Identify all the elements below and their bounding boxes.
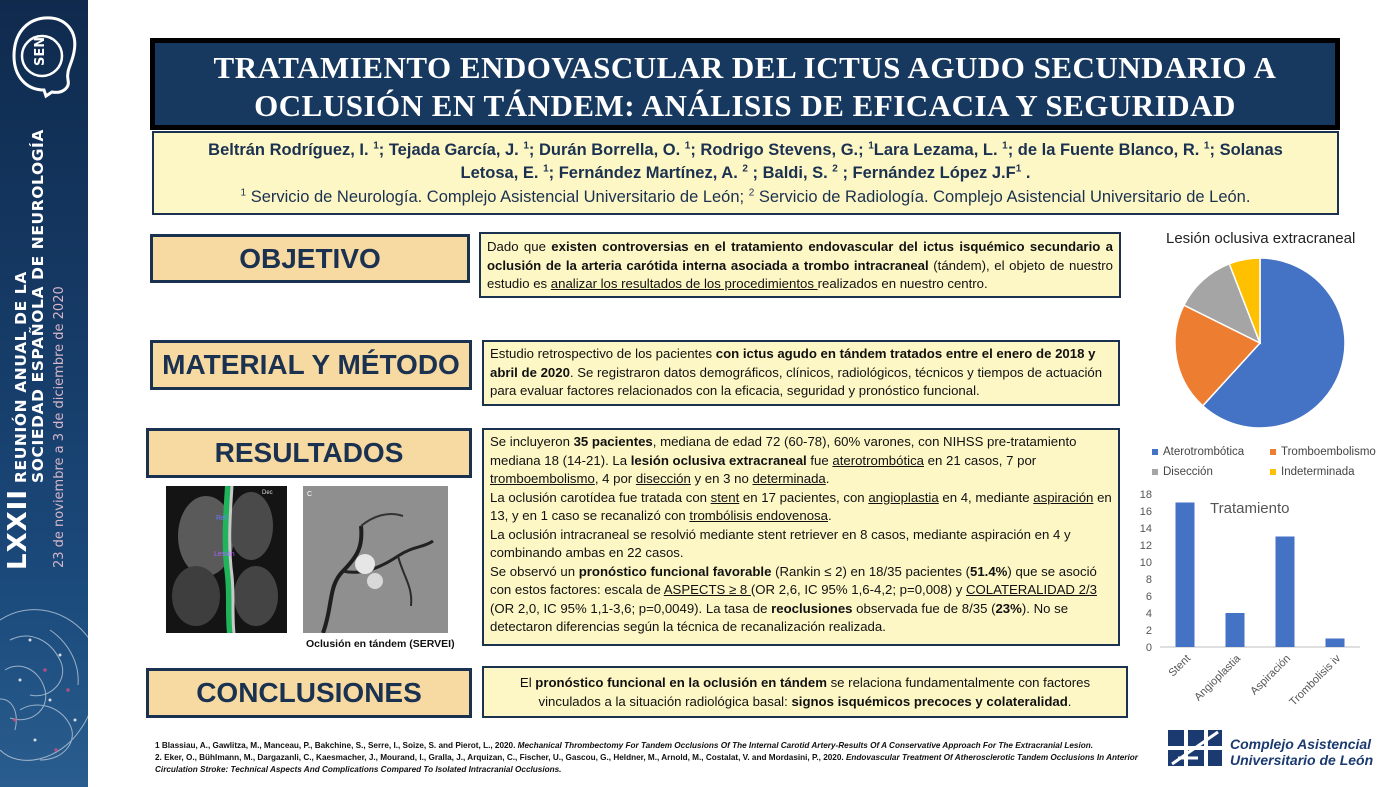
section-objetivo: OBJETIVO bbox=[150, 234, 470, 283]
section-resultados: RESULTADOS bbox=[146, 428, 472, 478]
res-text: . bbox=[825, 471, 830, 486]
image-caption: Oclusión en tándem (SERVEI) bbox=[306, 638, 455, 650]
res-text: Se observó un bbox=[490, 563, 579, 579]
title-line1: TRATAMIENTO ENDOVASCULAR DEL ICTUS AGUDO SECUNDARIO A bbox=[213, 50, 1277, 85]
author-text: ; Fernández López J.F bbox=[837, 164, 1016, 182]
author-text: ; Baldi, S. bbox=[747, 164, 833, 182]
author-text: Letosa, E. bbox=[460, 164, 544, 182]
res-text: en 13, y en 1 caso se recanalizó con bbox=[490, 489, 1112, 523]
res-text: COLATERALIDAD 2/3 bbox=[966, 582, 1097, 597]
bar-0 bbox=[1176, 503, 1195, 648]
material-text bbox=[482, 340, 1120, 406]
affiliation-1: Servicio de Neurología. Complejo Asistencial Universitario de León; bbox=[246, 188, 749, 206]
sen-logo-text: SEN bbox=[33, 36, 48, 66]
y-tick-label: 16 bbox=[1139, 506, 1152, 518]
res-text: pronóstico funcional favorable bbox=[578, 563, 772, 579]
res-text: reoclusiones bbox=[771, 600, 853, 616]
legend-item bbox=[1270, 446, 1382, 458]
res-text: , mediana de edad 72 (60-78), 60% varones, con NIHSS pre-tratamiento mediana 18 (14-21). La bbox=[490, 434, 1077, 468]
author-sup: 1 bbox=[543, 163, 549, 175]
congress-line1: REUNIÓN ANUAL DE LA bbox=[12, 271, 30, 483]
hospital-line1: Complejo Asistencial bbox=[1230, 736, 1372, 752]
ref2-title: Endovascular Treatment Of Atherosclerotic Tandem Occlusions In Anterior Circulation Stroke: Technical Aspects And Complications Compared To Isolated Intracranial Occlusions. bbox=[155, 753, 1138, 774]
bar-1 bbox=[1226, 613, 1245, 647]
author-text: ; Rodrigo Stevens, G.; bbox=[690, 141, 869, 159]
res-text: en 21 casos, 7 por bbox=[924, 452, 1037, 468]
res-text: 51.4% bbox=[970, 563, 1008, 579]
angiography-image bbox=[303, 486, 448, 633]
author-text: ; de la Fuente Blanco, R. bbox=[1007, 141, 1204, 159]
material-p1: Estudio retrospectivo de los pacientes bbox=[490, 346, 716, 361]
legend-swatch bbox=[1270, 449, 1276, 455]
pie-chart bbox=[1150, 250, 1370, 440]
res-text: determinada bbox=[752, 471, 826, 486]
ct-angiography-image bbox=[166, 486, 287, 633]
res-text: lesión oclusiva extracraneal bbox=[630, 452, 807, 468]
reference-2 bbox=[155, 752, 1145, 776]
legend-item bbox=[1270, 466, 1382, 478]
res-text: ). No se detectaron diferencias según la técnica de recanalización realizada. bbox=[490, 600, 1069, 634]
bar-chart bbox=[1130, 484, 1370, 724]
pie-chart-title: Lesión oclusiva extracraneal bbox=[1166, 230, 1356, 247]
authors-box bbox=[152, 131, 1339, 215]
congress-dates: 23 de noviembre a 3 de diciembre de 2020 bbox=[52, 286, 67, 568]
res-text: , 4 por bbox=[594, 471, 636, 486]
y-tick-label: 12 bbox=[1139, 540, 1152, 552]
res-text: en 17 pacientes, con bbox=[739, 489, 869, 505]
y-tick-label: 14 bbox=[1139, 523, 1152, 535]
title-line2: OCLUSIÓN EN TÁNDEM: ANÁLISIS DE EFICACIA Y SEGURIDAD bbox=[254, 88, 1236, 123]
con-text: signos isquémicos precoces y colateralidad bbox=[791, 693, 1068, 709]
section-material: MATERIAL Y MÉTODO bbox=[150, 340, 472, 390]
res-text: ) que se asoció con estos factores: escala de bbox=[490, 563, 1097, 597]
legend-label: Indeterminada bbox=[1281, 466, 1355, 478]
res-text: tromboembolismo bbox=[490, 471, 595, 486]
angio-image-drawing bbox=[303, 486, 448, 633]
sidebar bbox=[0, 0, 88, 787]
bar-3 bbox=[1326, 639, 1345, 648]
ct-label-ref: Ref bbox=[216, 515, 227, 522]
objetivo-p4: analizar los resultados de los procedimientos bbox=[550, 276, 818, 291]
affiliation-num: 1 bbox=[240, 187, 247, 199]
brain-illustration bbox=[0, 600, 88, 787]
con-text: . bbox=[1067, 693, 1072, 709]
y-tick-label: 10 bbox=[1139, 557, 1152, 569]
res-text: (OR 2,6, IC 95% 1,6-4,2; p=0,008) y bbox=[750, 582, 967, 597]
author-sup: 2 bbox=[742, 163, 748, 175]
res-text: disección bbox=[635, 471, 691, 486]
congress-edition: LXXII bbox=[3, 488, 33, 570]
res-text: 23% bbox=[995, 600, 1022, 616]
y-tick-label: 4 bbox=[1145, 608, 1152, 620]
x-tick-label: Trombolisis iv bbox=[1287, 652, 1344, 709]
author-text: . bbox=[1021, 164, 1031, 182]
angio-label: C bbox=[307, 491, 313, 498]
y-tick-label: 2 bbox=[1145, 625, 1152, 637]
con-text: El bbox=[519, 675, 536, 690]
legend-item bbox=[1152, 466, 1270, 478]
x-tick-label: Stent bbox=[1166, 652, 1194, 680]
legend-label: Aterotrombótica bbox=[1163, 446, 1245, 458]
res-text: La oclusión intracraneal se resolvió mediante stent retriever en 8 casos, mediante aspiración en 4 y combinando ambas en 22 casos. bbox=[490, 526, 1071, 560]
author-text: Beltrán Rodríguez, I. bbox=[208, 141, 374, 159]
x-tick-label: Angioplastia bbox=[1192, 652, 1244, 704]
pie-legend bbox=[1152, 446, 1392, 486]
author-sup: 1 bbox=[1015, 163, 1022, 175]
material-p3: . Se registraron datos demográficos, clínicos, radiológicos, técnicos y tiempos de actuación para evaluar factores relacionados con la eficacia, seguridad y pronóstico funcional. bbox=[490, 364, 1103, 398]
objetivo-p5: realizados en nuestro centro. bbox=[817, 276, 988, 291]
res-text: y en 3 no bbox=[690, 471, 753, 486]
res-text: 35 pacientes bbox=[573, 434, 653, 449]
affiliations bbox=[154, 185, 1337, 209]
res-text: angioplastia bbox=[868, 489, 939, 505]
legend-swatch bbox=[1152, 449, 1158, 455]
res-text: trombólisis endovenosa bbox=[689, 508, 828, 523]
section-conclusiones: CONCLUSIONES bbox=[146, 668, 472, 718]
legend-item bbox=[1152, 446, 1270, 458]
res-text: aspiración bbox=[1033, 489, 1094, 505]
affiliation-num: 2 bbox=[748, 187, 755, 199]
ct-image-drawing bbox=[166, 486, 287, 633]
res-text: en 4, mediante bbox=[938, 489, 1034, 505]
objetivo-text bbox=[479, 232, 1121, 298]
author-text: ; Durán Borrella, O. bbox=[528, 141, 685, 159]
authors-list bbox=[154, 139, 1337, 185]
res-text: ASPECTS ≥ 8 bbox=[663, 582, 751, 597]
ref1-title: Mechanical Thrombectomy For Tandem Occlusions Of The Internal Carotid Artery-Results Of A Conservative Approach For The Extracranial Lesion. bbox=[517, 741, 1094, 750]
ref2-text: 2. Eker, O., Bühlmann, M., Dargazanli, C., Kaesmacher, J., Mourand, I., Gralla, J., Arquizan, C., Fischer, U., Gascou, G., Heldner, M., Arnold, M., Costalat, V. and Mordasini, P., 2020. bbox=[155, 753, 846, 762]
objetivo-p3: (tándem), el objeto de nuestro estudio es bbox=[487, 257, 1113, 291]
y-tick-label: 6 bbox=[1145, 591, 1152, 603]
res-text: stent bbox=[710, 489, 740, 505]
reference-1 bbox=[155, 740, 1145, 752]
ref1-text: 1 Blassiau, A., Gawlitza, M., Manceau, P., Bakchine, S., Serre, I., Soize, S. and Pierot, L., 2020. bbox=[155, 741, 518, 750]
legend-swatch bbox=[1152, 469, 1158, 475]
author-text: ; Tejada García, J. bbox=[378, 141, 524, 159]
legend-label: Tromboembolismo bbox=[1281, 446, 1376, 458]
author-sup: 1 bbox=[684, 140, 691, 152]
congress-title bbox=[4, 10, 67, 570]
congress-line2: SOCIEDAD ESPAÑOLA DE NEUROLOGÍA bbox=[29, 128, 47, 483]
x-tick-label: Aspiración bbox=[1248, 652, 1294, 698]
con-text: se relaciona fundamentalmente con factores vinculados a la situación radiológica basal: bbox=[538, 675, 1091, 709]
author-text: ; Fernández Martínez, A. bbox=[548, 164, 743, 182]
hospital-line2: Universitario de León bbox=[1230, 752, 1374, 768]
legend-label: Disección bbox=[1163, 466, 1213, 478]
res-text: aterotrombótica bbox=[832, 452, 924, 468]
res-text: La oclusión carotídea fue tratada con bbox=[490, 489, 711, 505]
resultados-text bbox=[482, 428, 1120, 646]
res-text: observada fue de 8/35 ( bbox=[852, 600, 996, 616]
material-p2: con ictus agudo en tándem tratados entre el enero de 2018 y abril de 2020 bbox=[490, 346, 1096, 380]
ct-label-dec: Dec bbox=[262, 490, 273, 496]
references bbox=[155, 740, 1145, 776]
author-sup: 1 bbox=[1203, 140, 1210, 152]
objetivo-p1: Dado que bbox=[487, 239, 552, 254]
author-text: Lara Lezama, L. bbox=[873, 141, 1003, 159]
author-sup: 1 bbox=[523, 140, 529, 152]
hospital-name bbox=[1230, 736, 1373, 768]
y-tick-label: 18 bbox=[1139, 489, 1152, 501]
poster-title bbox=[150, 38, 1340, 130]
author-sup: 1 bbox=[868, 140, 874, 152]
bar-2 bbox=[1276, 537, 1295, 648]
res-text: . bbox=[827, 508, 832, 523]
bar-chart-title: Tratamiento bbox=[1210, 500, 1290, 517]
author-text: ; Solanas bbox=[1209, 141, 1283, 159]
con-text: pronóstico funcional en la oclusión en tándem bbox=[535, 675, 827, 690]
res-text: (OR 2,0, IC 95% 1,1-3,6; p=0,0049). La tasa de bbox=[490, 600, 772, 616]
y-tick-label: 8 bbox=[1145, 574, 1152, 586]
author-sup: 2 bbox=[832, 163, 838, 175]
affiliation-2: Servicio de Radiología. Complejo Asistencial Universitario de León. bbox=[754, 188, 1251, 206]
ct-label-lesion: Lesión bbox=[214, 551, 235, 558]
legend-swatch bbox=[1270, 469, 1276, 475]
author-sup: 1 bbox=[373, 140, 379, 152]
author-sup: 1 bbox=[1002, 140, 1008, 152]
res-text: Se incluyeron bbox=[490, 434, 574, 449]
objetivo-p2: existen controversias en el tratamiento endovascular del ictus isquémico secundario a oclusión de la arteria carótida interna asociada a trombo intracraneal bbox=[487, 239, 1114, 273]
res-text: fue bbox=[806, 452, 833, 468]
y-tick-label: 0 bbox=[1145, 642, 1152, 654]
conclusiones-text bbox=[482, 666, 1128, 718]
res-text: (Rankin ≤ 2) en 18/35 pacientes ( bbox=[771, 563, 971, 579]
